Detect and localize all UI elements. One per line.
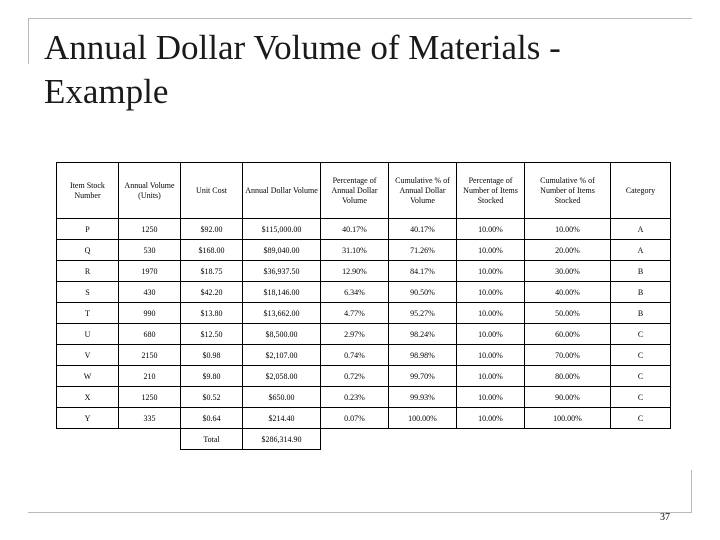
total-value: $286,314.90: [243, 429, 321, 450]
cell-cum-pct-items-stocked: 70.00%: [525, 345, 611, 366]
cell-item-stock-number: V: [57, 345, 119, 366]
header-annual-dollar-volume: Annual Dollar Volume: [243, 163, 321, 219]
cell-pct-items-stocked: 10.00%: [457, 282, 525, 303]
table-row: [57, 324, 671, 345]
cell-pct-dollar-volume: 0.74%: [321, 345, 389, 366]
table-row: [57, 408, 671, 429]
cell-item-stock-number: X: [57, 387, 119, 408]
cell-annual-dollar-volume: $650.00: [243, 387, 321, 408]
header-percentage-annual-dollar-volume: Percentage of Annual Dollar Volume: [321, 163, 389, 219]
cell-cum-pct-dollar-volume: 84.17%: [389, 261, 457, 282]
cell-category: B: [611, 261, 671, 282]
cell-category: C: [611, 408, 671, 429]
cell-pct-dollar-volume: 6.34%: [321, 282, 389, 303]
cell-pct-items-stocked: 10.00%: [457, 219, 525, 240]
cell-pct-items-stocked: 10.00%: [457, 345, 525, 366]
cell-cum-pct-dollar-volume: 95.27%: [389, 303, 457, 324]
cell-cum-pct-dollar-volume: 98.98%: [389, 345, 457, 366]
cell-annual-dollar-volume: $36,937.50: [243, 261, 321, 282]
cell-item-stock-number: W: [57, 366, 119, 387]
cell-cum-pct-items-stocked: 30.00%: [525, 261, 611, 282]
cell-unit-cost: $18.75: [181, 261, 243, 282]
cell-annual-volume: 530: [119, 240, 181, 261]
slide-frame-bottom-line: [28, 512, 692, 513]
total-row-spacer: [119, 429, 181, 450]
cell-item-stock-number: P: [57, 219, 119, 240]
cell-category: C: [611, 387, 671, 408]
cell-cum-pct-items-stocked: 50.00%: [525, 303, 611, 324]
header-item-stock-number: Item Stock Number: [57, 163, 119, 219]
table-row: [57, 345, 671, 366]
cell-cum-pct-items-stocked: 80.00%: [525, 366, 611, 387]
cell-annual-dollar-volume: $2,107.00: [243, 345, 321, 366]
cell-annual-volume: 1970: [119, 261, 181, 282]
cell-item-stock-number: Y: [57, 408, 119, 429]
cell-item-stock-number: S: [57, 282, 119, 303]
table-row: [57, 282, 671, 303]
page-number: 37: [660, 512, 670, 523]
cell-cum-pct-dollar-volume: 99.70%: [389, 366, 457, 387]
cell-annual-dollar-volume: $214.40: [243, 408, 321, 429]
cell-category: C: [611, 366, 671, 387]
cell-pct-items-stocked: 10.00%: [457, 408, 525, 429]
table-row: [57, 387, 671, 408]
cell-category: B: [611, 282, 671, 303]
cell-pct-items-stocked: 10.00%: [457, 366, 525, 387]
cell-unit-cost: $0.64: [181, 408, 243, 429]
cell-cum-pct-items-stocked: 60.00%: [525, 324, 611, 345]
cell-item-stock-number: R: [57, 261, 119, 282]
cell-unit-cost: $92.00: [181, 219, 243, 240]
abc-analysis-table: [56, 162, 671, 450]
cell-cum-pct-items-stocked: 40.00%: [525, 282, 611, 303]
cell-cum-pct-dollar-volume: 98.24%: [389, 324, 457, 345]
header-unit-cost: Unit Cost: [181, 163, 243, 219]
cell-item-stock-number: U: [57, 324, 119, 345]
cell-annual-dollar-volume: $18,146.00: [243, 282, 321, 303]
cell-annual-dollar-volume: $13,662.00: [243, 303, 321, 324]
cell-annual-volume: 990: [119, 303, 181, 324]
cell-pct-dollar-volume: 0.72%: [321, 366, 389, 387]
cell-annual-dollar-volume: $8,500.00: [243, 324, 321, 345]
table-row: [57, 240, 671, 261]
total-row-spacer: [57, 429, 119, 450]
header-cumulative-annual-dollar-volume: Cumulative % of Annual Dollar Volume: [389, 163, 457, 219]
cell-pct-dollar-volume: 2.97%: [321, 324, 389, 345]
cell-annual-volume: 2150: [119, 345, 181, 366]
cell-item-stock-number: Q: [57, 240, 119, 261]
cell-pct-items-stocked: 10.00%: [457, 261, 525, 282]
cell-category: A: [611, 219, 671, 240]
cell-unit-cost: $9.80: [181, 366, 243, 387]
cell-pct-dollar-volume: 12.90%: [321, 261, 389, 282]
cell-cum-pct-items-stocked: 100.00%: [525, 408, 611, 429]
header-cumulative-items-stocked: Cumulative % of Number of Items Stocked: [525, 163, 611, 219]
cell-cum-pct-dollar-volume: 90.50%: [389, 282, 457, 303]
cell-cum-pct-dollar-volume: 100.00%: [389, 408, 457, 429]
cell-cum-pct-items-stocked: 20.00%: [525, 240, 611, 261]
cell-pct-dollar-volume: 31.10%: [321, 240, 389, 261]
cell-item-stock-number: T: [57, 303, 119, 324]
table-row: [57, 261, 671, 282]
cell-pct-items-stocked: 10.00%: [457, 240, 525, 261]
table-row: [57, 219, 671, 240]
cell-cum-pct-items-stocked: 90.00%: [525, 387, 611, 408]
header-annual-volume: Annual Volume (Units): [119, 163, 181, 219]
cell-pct-dollar-volume: 4.77%: [321, 303, 389, 324]
cell-category: C: [611, 324, 671, 345]
cell-unit-cost: $0.52: [181, 387, 243, 408]
cell-annual-volume: 210: [119, 366, 181, 387]
cell-unit-cost: $168.00: [181, 240, 243, 261]
table-row: [57, 303, 671, 324]
cell-annual-dollar-volume: $89,040.00: [243, 240, 321, 261]
cell-annual-volume: 335: [119, 408, 181, 429]
cell-cum-pct-dollar-volume: 99.93%: [389, 387, 457, 408]
cell-unit-cost: $12.50: [181, 324, 243, 345]
header-percentage-items-stocked: Percentage of Number of Items Stocked: [457, 163, 525, 219]
table-total-row: [57, 429, 671, 450]
cell-cum-pct-dollar-volume: 71.26%: [389, 240, 457, 261]
cell-category: B: [611, 303, 671, 324]
cell-pct-items-stocked: 10.00%: [457, 324, 525, 345]
table-header-row: [57, 163, 671, 219]
table-row: [57, 366, 671, 387]
cell-category: C: [611, 345, 671, 366]
cell-unit-cost: $42.20: [181, 282, 243, 303]
total-row-spacer: [321, 429, 671, 450]
slide-frame-right-line: [691, 470, 692, 512]
total-label: Total: [181, 429, 243, 450]
header-category: Category: [611, 163, 671, 219]
cell-pct-dollar-volume: 0.23%: [321, 387, 389, 408]
cell-cum-pct-dollar-volume: 40.17%: [389, 219, 457, 240]
cell-pct-dollar-volume: 40.17%: [321, 219, 389, 240]
cell-pct-items-stocked: 10.00%: [457, 303, 525, 324]
cell-annual-volume: 680: [119, 324, 181, 345]
cell-annual-dollar-volume: $2,058.00: [243, 366, 321, 387]
slide-frame-left-line: [28, 18, 29, 64]
cell-annual-dollar-volume: $115,000.00: [243, 219, 321, 240]
cell-annual-volume: 1250: [119, 387, 181, 408]
slide-frame-top-line: [28, 18, 692, 19]
cell-annual-volume: 1250: [119, 219, 181, 240]
cell-annual-volume: 430: [119, 282, 181, 303]
cell-pct-dollar-volume: 0.07%: [321, 408, 389, 429]
cell-unit-cost: $13.80: [181, 303, 243, 324]
cell-category: A: [611, 240, 671, 261]
slide-title: Annual Dollar Volume of Materials - Example: [44, 28, 561, 111]
cell-pct-items-stocked: 10.00%: [457, 387, 525, 408]
table-body: [57, 219, 671, 450]
cell-cum-pct-items-stocked: 10.00%: [525, 219, 611, 240]
cell-unit-cost: $0.98: [181, 345, 243, 366]
